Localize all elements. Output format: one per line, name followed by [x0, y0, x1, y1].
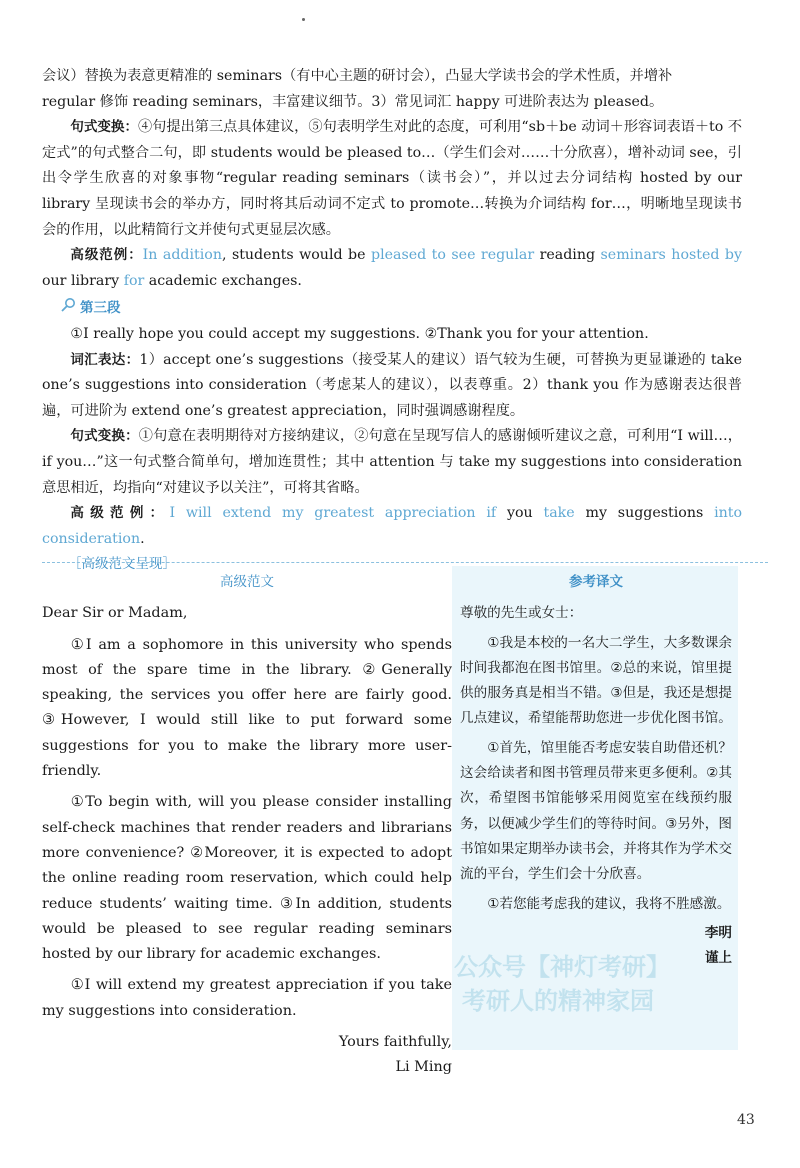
signature-name: 李明	[704, 924, 732, 941]
salutation: 尊敬的先生或女士：	[460, 605, 583, 622]
line: regular 修饰 reading seminars，丰富建议细节。3）常见词汇 happy 可进阶表达为 pleased。	[42, 93, 664, 110]
model-essay-bracket-title: ［高级范文呈现］	[68, 556, 176, 573]
magnifier-icon	[60, 296, 76, 322]
signature-name: Li Ming	[395, 1059, 452, 1076]
seg: In addition	[142, 247, 222, 264]
label: 高级范例：	[70, 505, 170, 522]
label: 词汇表达：	[70, 351, 140, 368]
seg: our library	[42, 272, 124, 289]
seg: you	[496, 505, 544, 522]
translation-paragraph: ①若您能考虑我的建议，我将不胜感激。	[487, 895, 731, 912]
para-advanced-example-2	[42, 501, 742, 552]
seg: my suggestions	[574, 505, 715, 522]
closing: Yours faithfully,	[338, 1034, 452, 1051]
para-sentence-transform-2	[42, 424, 742, 501]
model-essay-title: 高级范文	[220, 574, 274, 590]
seg: pleased to see regular	[370, 247, 535, 264]
model-essay-column	[42, 566, 452, 1081]
section-heading	[42, 296, 742, 322]
essay-paragraph: ①I will extend my greatest appreciation if you take my suggestions into consideration.	[42, 977, 452, 1019]
page-number: 43	[737, 1112, 755, 1128]
translation-paragraph: ①我是本校的一名大二学生，大多数课余时间我都泡在图书馆里。②总的来说，馆里提供的服务真是相当不错。③但是，我还是想提几点建议，希望能帮助您进一步优化图书馆。	[460, 634, 732, 727]
seg: , students would be	[221, 247, 371, 264]
salutation: Dear Sir or Madam,	[42, 605, 188, 622]
seg: seminars hosted by	[600, 247, 743, 264]
translation-paragraph: ①首先，馆里能否考虑安装自助借还机？这会给读者和图书管理员带来更多便利。②其次，希望图书馆能够采用阅览室在线预约服务，以便减少学生们的等待时间。③另外，图书馆如果定期举办读书会，并将其作为学术交流的平台，学生们会十分欣喜。	[460, 739, 732, 883]
essay-paragraph: ①To begin with, will you please consider installing self-check machines that render readers and librarians more convenience? ②Moreover, it is expected to adopt the online reading room reservation, which could help reduce students’ waiting time. ③In addition, students would be pleased to see regular reading seminars hosted by our library for academic exchanges.	[42, 794, 452, 963]
seg: .	[140, 530, 145, 547]
body-text: ④句提出第三点具体建议，⑤句表明学生对此的态度，可利用“sb＋be 动词＋形容词表语＋to 不定式”的句式整合二句，即 students would be pleased to…（学生们会对……十分欣喜），增补动词 see，引出令学生欣喜的对象事物“regular reading seminars（读书会）”，并以过去分词结构 hosted by our library 呈现读书会的举办方，同时将其后动词不定式 to promote…转换为介词结构 for…，明晰地呈现读书会的作用，以此精简行文并使句式更显层次感。	[42, 119, 743, 238]
para-vocabulary	[42, 348, 742, 425]
label: 高级范例：	[70, 247, 143, 264]
top-dot	[302, 18, 305, 21]
label: 句式变换：	[70, 428, 139, 445]
para-advanced-example-1	[42, 243, 742, 294]
translation-title: 参考译文	[569, 574, 623, 590]
upper-section	[42, 64, 742, 578]
closing: 谨上	[704, 950, 732, 967]
seg: into consideration	[42, 505, 742, 547]
para-seminars-note	[42, 64, 742, 115]
seg: academic exchanges.	[144, 272, 302, 289]
body-text: 1）accept one’s suggestions（接受某人的建议）语气较为生硬，可替换为更显谦逊的 take one’s suggestions into consideration（考虑某人的建议），以表尊重。2）thank you 作为感谢表达很普遍，可进阶为 extend one’s greatest appreciation，同时强调感谢程度。	[42, 351, 742, 419]
seg: I will extend my greatest appreciation if	[169, 505, 497, 522]
body-text: ①句意在表明期待对方接纳建议，②句意在呈现写信人的感谢倾听建议之意，可利用“I will…，if you…”这一句式整合简单句，增加连贯性；其中 attention 与 take my suggestions into consideration 意思相近，均指向“对建议予以关注”，可将其省略。	[42, 428, 742, 496]
translation-column	[460, 566, 732, 971]
seg: take	[543, 505, 575, 522]
watermark-line: 公众号【神灯考研】	[454, 953, 670, 981]
label: 句式变换：	[70, 119, 138, 136]
seg: for	[123, 272, 145, 289]
para-sentence-transform-1	[42, 115, 742, 243]
seg: reading	[534, 247, 601, 264]
line: 会议）替换为表意更精准的 seminars（有中心主题的研讨会），凸显大学读书会的学术性质，并增补	[42, 68, 673, 84]
essay-paragraph: ①I am a sophomore in this university who spends most of the spare time in the library. ②Generally speaking, the services you offer here are fairly good. ③However, I would still like to put forward some suggestions for you to make the library more user-friendly.	[42, 636, 452, 780]
section-title: 第三段	[80, 300, 121, 317]
watermark-line: 考研人的精神家园	[462, 987, 654, 1015]
para-original-sentences: ①I really hope you could accept my suggestions. ②Thank you for your attention.	[70, 325, 649, 342]
dashed-divider	[42, 562, 768, 563]
